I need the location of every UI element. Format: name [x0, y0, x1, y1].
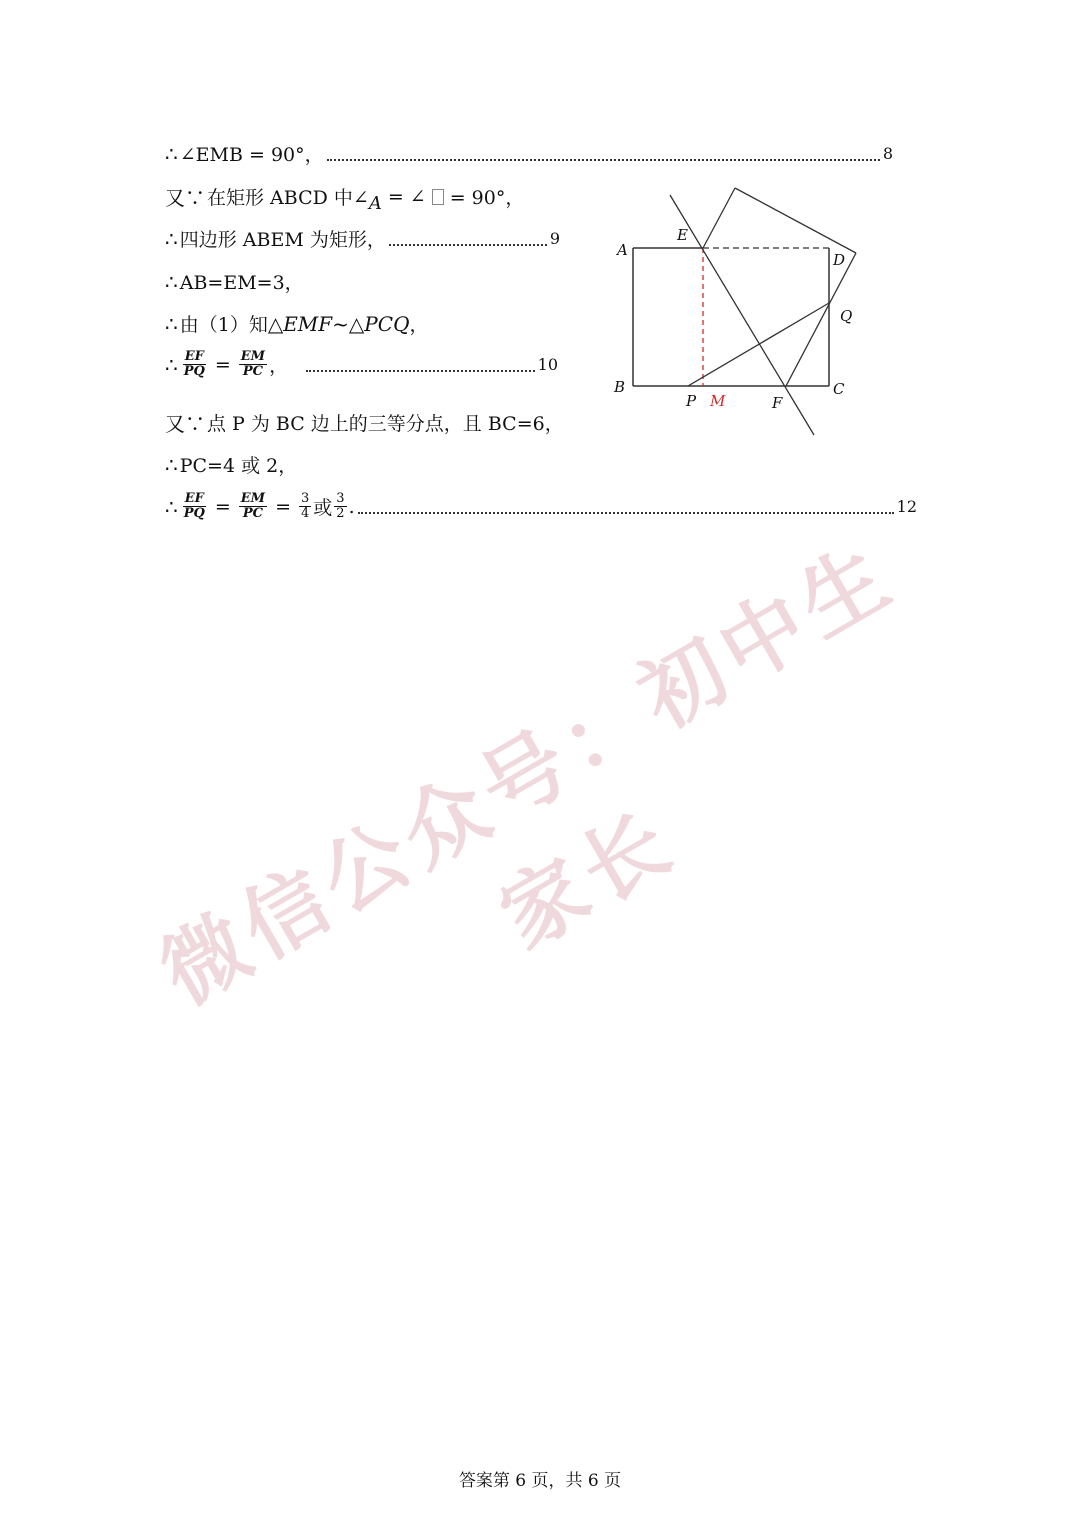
statement-text: 在矩形 ABCD 中∠	[207, 187, 369, 209]
page-footer: 答案第 6 页，共 6 页	[458, 1471, 622, 1491]
leader-dots	[358, 512, 894, 514]
statement-text: 由（1）知	[179, 314, 268, 336]
line-7	[165, 408, 564, 437]
fraction-em-pc: $\frac{EM}{PC}$	[240, 491, 266, 522]
statement-text: AB=EM=3，	[179, 272, 304, 294]
label-c: C	[833, 380, 845, 398]
fraction-3-2: $\frac{3}{2}$	[336, 491, 345, 522]
line-5	[165, 310, 428, 337]
therefore-symbol: ∴	[165, 141, 178, 166]
similar-triangles: △EMF~△PCQ	[267, 311, 410, 336]
equals-sign: =	[275, 495, 291, 518]
score-mark: 10	[537, 355, 558, 375]
line-2	[165, 182, 525, 214]
label-p: P	[686, 392, 697, 410]
line-4	[165, 268, 304, 295]
statement-tail: .	[348, 495, 355, 518]
because-symbol: 又∵	[165, 186, 205, 210]
label-d: D	[833, 251, 846, 269]
label-a: A	[617, 241, 628, 259]
fraction-ef-pq: $\frac{EF}{PQ}$	[183, 349, 205, 380]
fraction-3-4: $\frac{3}{4}$	[301, 491, 310, 522]
fraction-ef-pq: $\frac{EF}{PQ}$	[183, 491, 205, 522]
fold-edge-1	[703, 188, 735, 248]
label-f: F	[772, 394, 783, 412]
geometry-figure	[600, 175, 870, 445]
angle-a-label: A	[368, 193, 382, 214]
leader-dots	[306, 370, 535, 372]
statement-text: ∠EMB = 90°，	[179, 144, 324, 166]
statement-text: 点 P 为 BC 边上的三等分点，且 BC=6，	[207, 413, 564, 435]
label-b: B	[614, 378, 626, 396]
equals-sign: =	[214, 353, 231, 376]
leader-dots	[389, 244, 547, 246]
fold-edge-2	[735, 188, 856, 253]
therefore-symbol: ∴	[165, 226, 178, 251]
watermark: 微信公众号：初中生家长	[144, 523, 912, 1024]
statement-tail: ，	[409, 314, 429, 336]
therefore-symbol: ∴	[165, 352, 178, 377]
because-symbol: 又∵	[165, 412, 205, 436]
label-e: E	[677, 226, 688, 244]
label-m: M	[710, 392, 726, 410]
line-8	[165, 451, 297, 478]
or-word: 或	[313, 497, 333, 520]
statement-text: PC=4 或 2，	[179, 455, 298, 477]
missing-glyph-box	[432, 189, 444, 205]
therefore-symbol: ∴	[165, 269, 178, 294]
therefore-symbol: ∴	[165, 452, 178, 477]
statement-text-tail: = 90°，	[449, 187, 525, 209]
score-mark: 12	[896, 497, 917, 517]
statement-text: 四边形 ABEM 为矩形，	[179, 229, 386, 251]
therefore-symbol: ∴	[165, 311, 178, 336]
line-9	[165, 492, 917, 522]
line-3	[165, 225, 560, 252]
line-1	[165, 140, 893, 167]
leader-dots	[327, 159, 880, 161]
statement-tail: ，	[269, 355, 289, 378]
line-6	[165, 350, 558, 380]
label-q: Q	[840, 307, 853, 325]
score-mark: 9	[549, 229, 560, 248]
score-mark: 8	[882, 144, 893, 163]
therefore-symbol: ∴	[165, 494, 178, 519]
fraction-em-pc: $\frac{EM}{PC}$	[240, 349, 266, 380]
statement-text-mid: = ∠	[387, 185, 426, 208]
equals-sign: =	[214, 495, 231, 518]
